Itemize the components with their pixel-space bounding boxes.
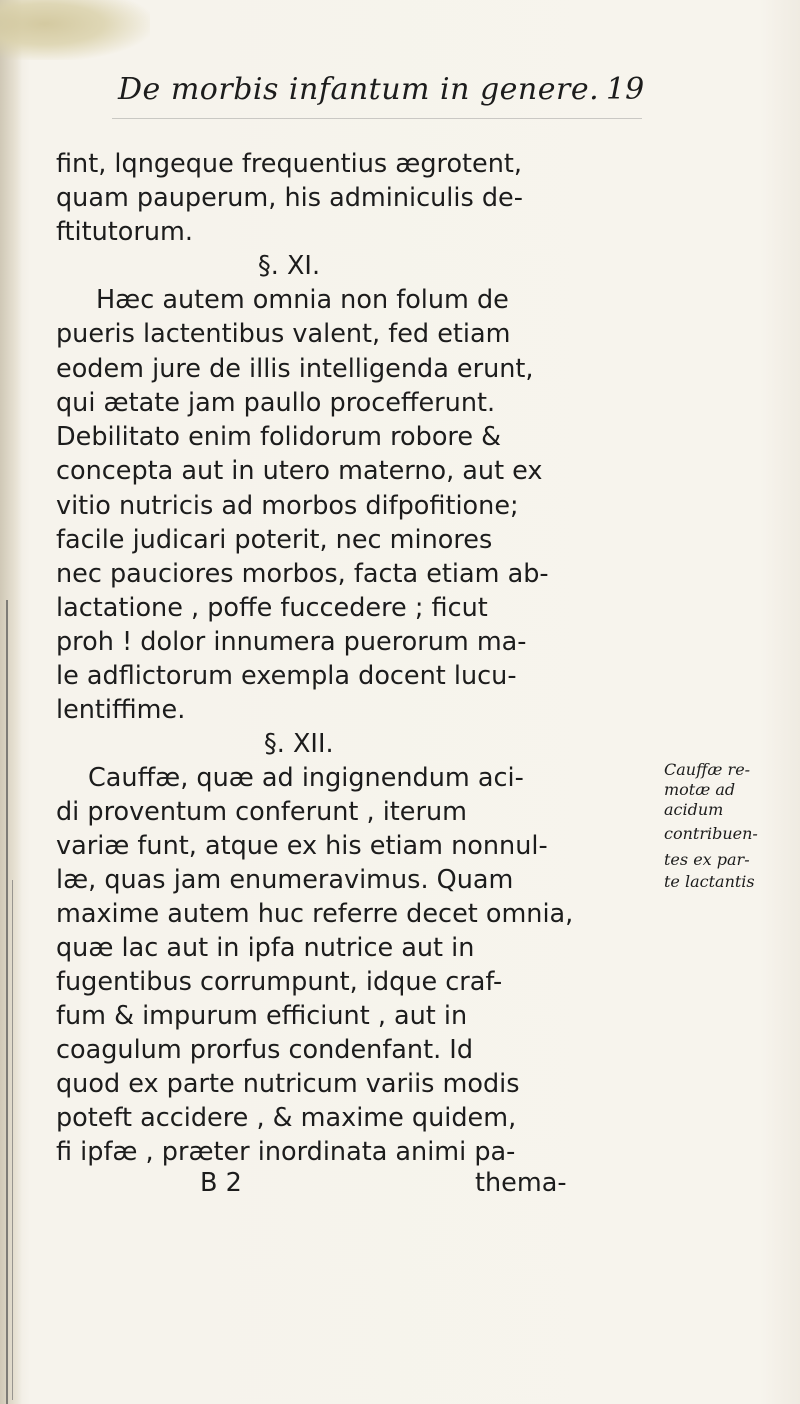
marginal-note-line: contribuen-	[664, 824, 758, 843]
running-head-title: De morbis infantum in genere.	[118, 72, 600, 107]
text-line: Hæc autem omnia non folum de	[96, 285, 509, 315]
text-line: qui ætate jam paullo procefferunt.	[56, 388, 496, 418]
paper-stain	[0, 0, 150, 60]
signature-mark: B 2	[200, 1168, 242, 1198]
text-line: quod ex parte nutricum variis modis	[56, 1069, 520, 1099]
text-line: fum & impurum efficiunt , aut in	[56, 1001, 468, 1031]
text-line: maxime autem huc referre decet omnia,	[56, 899, 574, 929]
text-line: fint, lqngeque frequentius ægrotent,	[56, 149, 523, 179]
page-number: 19	[606, 72, 645, 107]
text-line: Debilitato enim folidorum robore &	[56, 422, 502, 452]
text-line: poteft accidere , & maxime quidem,	[56, 1103, 517, 1133]
binding-gutter	[0, 0, 22, 1404]
text-line: fi ipfæ , præter inordinata animi pa-	[56, 1137, 516, 1167]
catchword: thema-	[475, 1168, 567, 1198]
text-line: pueris lactentibus valent, fed etiam	[56, 319, 511, 349]
text-line: le adflictorum exempla docent lucu-	[56, 661, 517, 691]
text-line: quæ lac aut in ipfa nutrice aut in	[56, 933, 475, 963]
text-line: læ, quas jam enumeravimus. Quam	[56, 865, 514, 895]
marginal-note-line: motæ ad	[664, 780, 736, 799]
section-heading-xii: §. XII.	[264, 729, 334, 759]
marginal-note-line: acidum	[664, 800, 724, 819]
marginal-note-line: te lactantis	[664, 872, 755, 891]
text-line: Cauffæ, quæ ad ingignendum aci-	[88, 763, 524, 793]
gutter-edge-line	[6, 600, 8, 1404]
text-line: ftitutorum.	[56, 217, 193, 247]
text-line: lactatione , poffe fuccedere ; ficut	[56, 593, 488, 623]
text-line: coagulum prorfus condenfant. Id	[56, 1035, 474, 1065]
marginal-note-line: Cauffæ re-	[664, 760, 751, 779]
gutter-edge-line-secondary	[12, 880, 13, 1400]
section-heading-xi: §. XI.	[258, 251, 321, 281]
text-line: variæ funt, atque ex his etiam nonnul-	[56, 831, 548, 861]
header-rule	[112, 118, 642, 119]
text-line: eodem jure de illis intelligenda erunt,	[56, 354, 534, 384]
text-line: lentiffime.	[56, 695, 186, 725]
text-line: quam pauperum, his adminiculis de-	[56, 183, 523, 213]
text-line: fugentibus corrumpunt, idque craf-	[56, 967, 503, 997]
text-line: vitio nutricis ad morbos difpofitione;	[56, 491, 519, 521]
text-line: nec pauciores morbos, facta etiam ab-	[56, 559, 549, 589]
text-line: concepta aut in utero materno, aut ex	[56, 456, 543, 486]
text-line: facile judicari poterit, nec minores	[56, 525, 493, 555]
text-line: di proventum conferunt , iterum	[56, 797, 467, 827]
marginal-note-line: tes ex par-	[664, 850, 750, 869]
text-line: proh ! dolor innumera puerorum ma-	[56, 627, 527, 657]
